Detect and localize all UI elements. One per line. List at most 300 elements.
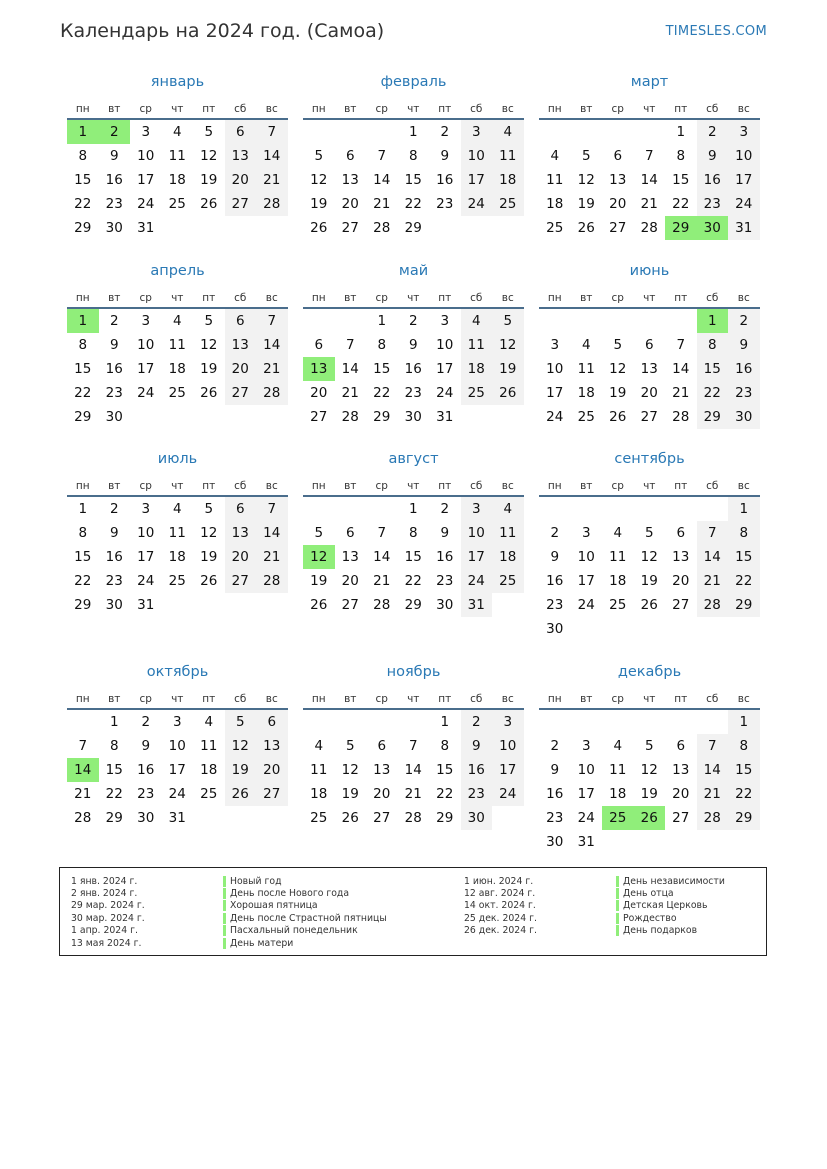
day-cell: 16 [546, 786, 564, 802]
weekday-label: пн [311, 103, 326, 115]
legend-column-left [71, 875, 387, 949]
weekday-label: чт [171, 693, 184, 705]
day-cell: 21 [373, 573, 391, 589]
month-3 [539, 72, 760, 240]
day-cell: 6 [225, 309, 257, 333]
day-cell: 30 [461, 806, 493, 830]
day-cell: 3 [141, 313, 151, 329]
day-cell: 9 [697, 144, 729, 168]
day-cell: 3 [141, 501, 151, 517]
day-cell: 23 [697, 192, 729, 216]
day-cell: 10 [168, 738, 186, 754]
weekday-label: пн [547, 103, 562, 115]
day-cell: 7 [345, 337, 355, 353]
day-cell: 25 [546, 220, 564, 236]
empty-cell [665, 309, 697, 333]
day-cell: 11 [577, 361, 595, 377]
day-cell: 31 [461, 593, 493, 617]
weekday-label: сб [470, 693, 483, 705]
day-cell: 8 [728, 521, 760, 545]
brand-link[interactable]: TIMESLES.COM [665, 24, 767, 39]
day-cell: 24 [492, 782, 524, 806]
day-cell: 31 [436, 409, 454, 425]
day-cell: 2 [550, 738, 560, 754]
weekday-label: чт [643, 693, 656, 705]
day-cell: 15 [74, 361, 92, 377]
day-cell: 17 [461, 168, 493, 192]
legend-date: 14 окт. 2024 г. [464, 900, 536, 912]
weekday-label: ср [611, 693, 624, 705]
day-cell: 26 [634, 806, 666, 830]
day-cell: 20 [225, 168, 257, 192]
weekday-label: пт [438, 693, 452, 705]
weekday-label: сб [470, 103, 483, 115]
day-cell: 9 [109, 337, 119, 353]
day-cell: 27 [225, 569, 257, 593]
day-cell: 12 [200, 148, 218, 164]
legend-holiday-name: День матери [223, 938, 293, 949]
day-cell: 20 [225, 357, 257, 381]
day-cell: 19 [640, 786, 658, 802]
day-cell: 2 [728, 309, 760, 333]
day-cell: 10 [461, 521, 493, 545]
weekday-label: чт [643, 292, 656, 304]
day-cell: 26 [310, 220, 328, 236]
day-cell: 8 [78, 337, 88, 353]
weekday-label: пт [438, 480, 452, 492]
day-cell: 19 [609, 385, 627, 401]
day-cell: 11 [609, 762, 627, 778]
day-cell: 20 [341, 573, 359, 589]
day-cell: 16 [105, 172, 123, 188]
weekday-label: вс [265, 693, 278, 705]
day-cell: 29 [436, 810, 454, 826]
day-cell: 28 [640, 220, 658, 236]
day-cell: 8 [728, 734, 760, 758]
day-cell: 10 [546, 361, 564, 377]
weekday-label: вт [580, 292, 593, 304]
day-cell: 30 [105, 409, 123, 425]
day-cell: 22 [672, 196, 690, 212]
day-cell: 18 [546, 196, 564, 212]
day-cell: 12 [577, 172, 595, 188]
day-cell: 5 [581, 148, 591, 164]
weekday-label: вс [265, 103, 278, 115]
month-name: январь [150, 74, 205, 90]
day-cell: 11 [310, 762, 328, 778]
day-cell: 12 [310, 172, 328, 188]
day-cell: 4 [613, 525, 623, 541]
weekday-header [539, 95, 760, 120]
weekday-label: чт [407, 103, 420, 115]
day-cell: 1 [109, 714, 119, 730]
day-cell: 14 [256, 521, 288, 545]
day-cell: 5 [314, 525, 324, 541]
day-cell: 16 [404, 361, 422, 377]
weekday-label: пн [547, 480, 562, 492]
day-cell: 29 [373, 409, 391, 425]
weekday-label: сб [706, 103, 719, 115]
empty-cell [539, 309, 571, 333]
weekday-label: пт [674, 693, 688, 705]
day-cell: 17 [436, 361, 454, 377]
day-cell: 9 [550, 762, 560, 778]
legend-row [71, 937, 387, 949]
day-cell: 9 [440, 148, 450, 164]
day-cell: 15 [74, 172, 92, 188]
day-cell: 20 [373, 786, 391, 802]
day-cell: 23 [105, 385, 123, 401]
weekday-label: чт [171, 292, 184, 304]
day-cell: 21 [373, 196, 391, 212]
day-cell: 1 [377, 313, 387, 329]
empty-cell [539, 120, 571, 144]
day-cell: 27 [373, 810, 391, 826]
day-cell: 5 [644, 525, 654, 541]
day-cell: 25 [310, 810, 328, 826]
day-cell: 28 [256, 192, 288, 216]
day-cell: 7 [256, 309, 288, 333]
empty-cell [665, 710, 697, 734]
day-cell: 28 [256, 381, 288, 405]
day-cell: 25 [492, 192, 524, 216]
day-cell: 11 [492, 521, 524, 545]
day-cell: 2 [109, 501, 119, 517]
legend-holiday-name: День независимости [616, 876, 725, 887]
weekday-label: пт [202, 103, 216, 115]
day-cell: 20 [672, 573, 690, 589]
day-cell: 19 [492, 357, 524, 381]
day-cell: 5 [492, 309, 524, 333]
weekday-header [67, 284, 288, 309]
day-cell: 3 [728, 120, 760, 144]
day-grid [67, 497, 288, 617]
day-cell: 18 [200, 762, 218, 778]
day-cell: 2 [408, 313, 418, 329]
day-cell: 23 [546, 597, 564, 613]
day-cell: 11 [609, 549, 627, 565]
day-cell: 26 [492, 381, 524, 405]
day-cell: 29 [728, 593, 760, 617]
day-cell: 21 [404, 786, 422, 802]
day-cell: 15 [436, 762, 454, 778]
day-cell: 4 [492, 120, 524, 144]
day-cell: 11 [200, 738, 218, 754]
weekday-label: сб [234, 693, 247, 705]
day-cell: 15 [74, 549, 92, 565]
legend-row [464, 912, 725, 924]
day-cell: 6 [225, 120, 257, 144]
day-cell: 24 [461, 192, 493, 216]
legend-date: 1 апр. 2024 г. [71, 925, 138, 937]
weekday-header [67, 95, 288, 120]
day-cell: 14 [341, 361, 359, 377]
day-cell: 24 [137, 385, 155, 401]
empty-cell [303, 710, 335, 734]
day-cell: 3 [461, 497, 493, 521]
empty-cell [398, 710, 430, 734]
day-cell: 2 [109, 313, 119, 329]
day-cell: 28 [404, 810, 422, 826]
day-cell: 25 [577, 409, 595, 425]
day-cell: 5 [345, 738, 355, 754]
day-cell: 30 [105, 597, 123, 613]
weekday-label: вс [501, 480, 514, 492]
empty-cell [571, 120, 603, 144]
legend-row [464, 875, 725, 887]
day-cell: 18 [168, 549, 186, 565]
weekday-label: пн [547, 693, 562, 705]
day-cell: 26 [200, 573, 218, 589]
day-cell: 6 [613, 148, 623, 164]
legend-holiday-name: День подарков [616, 925, 697, 936]
empty-cell [539, 497, 571, 521]
day-cell: 8 [676, 148, 686, 164]
day-cell: 18 [577, 385, 595, 401]
day-cell: 1 [78, 501, 88, 517]
empty-cell [67, 710, 99, 734]
month-name: апрель [150, 263, 205, 279]
empty-cell [366, 710, 398, 734]
day-cell: 26 [310, 597, 328, 613]
day-cell: 13 [640, 361, 658, 377]
day-cell: 29 [74, 597, 92, 613]
weekday-label: вт [580, 693, 593, 705]
day-cell: 14 [373, 172, 391, 188]
day-cell: 15 [697, 357, 729, 381]
weekday-label: ср [611, 103, 624, 115]
day-cell: 12 [341, 762, 359, 778]
day-cell: 13 [672, 762, 690, 778]
legend-row [71, 887, 387, 899]
day-cell: 6 [225, 497, 257, 521]
legend-holiday-name: Хорошая пятница [223, 900, 318, 911]
weekday-label: ср [611, 292, 624, 304]
day-cell: 15 [105, 762, 123, 778]
day-cell: 21 [697, 569, 729, 593]
day-cell: 6 [345, 148, 355, 164]
day-cell: 30 [404, 409, 422, 425]
weekday-header [67, 685, 288, 710]
day-cell: 25 [168, 196, 186, 212]
weekday-header [539, 685, 760, 710]
weekday-label: чт [643, 103, 656, 115]
legend-date: 25 дек. 2024 г. [464, 912, 537, 924]
day-cell: 7 [256, 497, 288, 521]
empty-cell [602, 497, 634, 521]
day-cell: 17 [577, 573, 595, 589]
day-cell: 7 [377, 525, 387, 541]
day-cell: 21 [256, 357, 288, 381]
day-cell: 24 [137, 196, 155, 212]
legend-holiday-name: Детская Церковь [616, 900, 707, 911]
day-cell: 6 [676, 738, 686, 754]
day-cell: 5 [204, 124, 214, 140]
legend-holiday-name: Новый год [223, 876, 282, 887]
legend-date: 26 дек. 2024 г. [464, 925, 537, 937]
day-cell: 3 [581, 738, 591, 754]
weekday-label: вт [108, 480, 121, 492]
day-cell: 23 [436, 573, 454, 589]
day-cell: 3 [492, 710, 524, 734]
day-cell: 15 [728, 545, 760, 569]
day-grid [539, 710, 760, 854]
weekday-header [303, 284, 524, 309]
day-cell: 6 [256, 710, 288, 734]
day-cell: 4 [172, 501, 182, 517]
day-cell: 1 [440, 714, 450, 730]
weekday-label: вт [344, 292, 357, 304]
weekday-label: чт [643, 480, 656, 492]
day-cell: 12 [492, 333, 524, 357]
day-cell: 11 [168, 525, 186, 541]
day-cell: 26 [577, 220, 595, 236]
legend-holiday-name: День после Нового года [223, 888, 349, 899]
month-name: июнь [629, 263, 670, 279]
day-cell: 26 [200, 385, 218, 401]
day-cell: 16 [728, 357, 760, 381]
day-cell: 1 [697, 309, 729, 333]
weekday-label: вт [344, 103, 357, 115]
day-cell: 1 [67, 120, 99, 144]
month-name: декабрь [617, 664, 682, 680]
day-cell: 17 [137, 172, 155, 188]
day-cell: 30 [436, 597, 454, 613]
day-cell: 13 [303, 357, 335, 381]
day-cell: 27 [225, 381, 257, 405]
day-cell: 23 [436, 196, 454, 212]
weekday-header [303, 685, 524, 710]
weekday-label: чт [407, 480, 420, 492]
weekday-label: ср [611, 480, 624, 492]
day-cell: 2 [550, 525, 560, 541]
weekday-label: чт [407, 693, 420, 705]
weekday-label: вс [501, 103, 514, 115]
day-cell: 10 [137, 337, 155, 353]
weekday-label: пт [202, 693, 216, 705]
day-cell: 7 [256, 120, 288, 144]
day-cell: 31 [137, 597, 155, 613]
day-cell: 13 [225, 521, 257, 545]
legend-row [464, 925, 725, 937]
empty-cell [303, 309, 335, 333]
legend-date: 13 мая 2024 г. [71, 937, 142, 949]
day-cell: 17 [137, 361, 155, 377]
day-cell: 20 [672, 786, 690, 802]
day-cell: 19 [577, 196, 595, 212]
day-cell: 6 [676, 525, 686, 541]
day-grid [539, 497, 760, 641]
day-cell: 29 [404, 220, 422, 236]
weekday-label: вс [737, 480, 750, 492]
day-cell: 12 [225, 734, 257, 758]
day-cell: 10 [728, 144, 760, 168]
day-cell: 7 [697, 734, 729, 758]
day-cell: 19 [200, 549, 218, 565]
day-cell: 22 [728, 782, 760, 806]
day-cell: 30 [728, 405, 760, 429]
day-cell: 11 [168, 337, 186, 353]
day-cell: 27 [640, 409, 658, 425]
day-cell: 30 [105, 220, 123, 236]
day-cell: 4 [461, 309, 493, 333]
day-cell: 5 [644, 738, 654, 754]
weekday-label: пн [547, 292, 562, 304]
day-cell: 8 [109, 738, 119, 754]
day-cell: 19 [225, 758, 257, 782]
day-cell: 9 [109, 148, 119, 164]
day-grid [539, 120, 760, 240]
day-cell: 29 [105, 810, 123, 826]
empty-cell [366, 120, 398, 144]
day-cell: 6 [314, 337, 324, 353]
weekday-header [539, 284, 760, 309]
day-cell: 11 [168, 148, 186, 164]
day-cell: 28 [373, 597, 391, 613]
weekday-label: чт [407, 292, 420, 304]
empty-cell [571, 309, 603, 333]
day-cell: 22 [436, 786, 454, 802]
day-cell: 28 [672, 409, 690, 425]
day-cell: 13 [256, 734, 288, 758]
day-cell: 26 [341, 810, 359, 826]
month-name: май [398, 263, 429, 279]
day-cell: 16 [697, 168, 729, 192]
day-cell: 22 [404, 196, 422, 212]
day-grid [67, 309, 288, 429]
legend-row [71, 925, 387, 937]
day-cell: 18 [168, 361, 186, 377]
day-cell: 23 [404, 385, 422, 401]
weekday-label: сб [234, 292, 247, 304]
day-cell: 7 [408, 738, 418, 754]
day-cell: 14 [256, 144, 288, 168]
empty-cell [539, 710, 571, 734]
weekday-label: пн [311, 480, 326, 492]
day-cell: 24 [546, 409, 564, 425]
day-cell: 24 [577, 597, 595, 613]
weekday-label: пн [75, 292, 90, 304]
day-cell: 10 [436, 337, 454, 353]
day-cell: 27 [672, 810, 690, 826]
day-cell: 13 [341, 172, 359, 188]
day-cell: 4 [550, 148, 560, 164]
day-cell: 23 [728, 381, 760, 405]
day-grid [67, 120, 288, 240]
day-cell: 19 [200, 361, 218, 377]
day-cell: 3 [550, 337, 560, 353]
day-cell: 12 [200, 337, 218, 353]
legend-date: 1 июн. 2024 г. [464, 875, 534, 887]
day-cell: 24 [577, 810, 595, 826]
day-cell: 22 [74, 196, 92, 212]
day-cell: 7 [377, 148, 387, 164]
day-cell: 3 [581, 525, 591, 541]
weekday-label: пт [674, 292, 688, 304]
weekday-label: вт [108, 693, 121, 705]
day-cell: 18 [609, 573, 627, 589]
weekday-label: ср [375, 292, 388, 304]
day-cell: 25 [168, 385, 186, 401]
day-cell: 24 [436, 385, 454, 401]
day-cell: 9 [408, 337, 418, 353]
day-cell: 10 [577, 762, 595, 778]
day-cell: 9 [141, 738, 151, 754]
weekday-label: пн [311, 292, 326, 304]
day-cell: 5 [204, 313, 214, 329]
day-cell: 27 [341, 597, 359, 613]
day-cell: 13 [225, 144, 257, 168]
